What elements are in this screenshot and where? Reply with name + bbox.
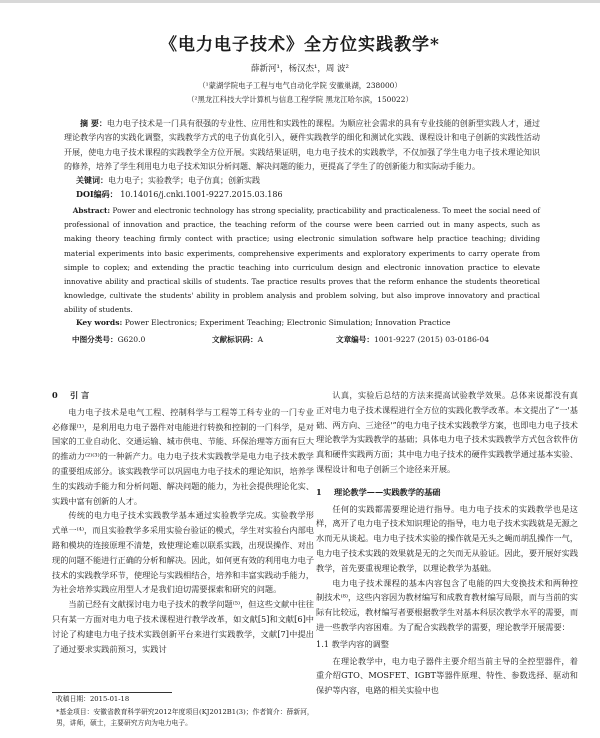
author-list: 薛新河¹，杨汉杰¹，周 波² [251,64,349,74]
abstract-en-text: Power and electronic technology has strong speciality, practicability and practicaleness. To meet the social need of professional of innovation and practice, the teaching reform of the course were been carried out in many aspects, such as making theory teaching firmly contect with practice; using electronic simulation software help practice teaching; dividing material experiments into basic experiments, comprehensive experiments and exploratory experiments to carry operate from simple to coplex; and extending the practic teaching into curriculum design and electronic innovation practice to elevate innovative ability and practical skills of students. Tae practice results proves that the reform enhance the students theoretical knowledge, cultivate the students' ability in problem analysis and problem solving, but also improve innovatory and practical ability of students. [64,206,540,315]
keywords-cn-text: 电力电子；实验教学；电子仿真；创新实践 [108,176,260,185]
affiliation-1: （¹蒙湖学院电子工程与电气自动化学院 安徽巢湖，238000） [198,81,402,90]
doi-label: DOI编码： [76,189,118,199]
keywords-cn-label: 关键词： [76,175,108,185]
affiliation-2: （²黑龙江科技大学计算机与信息工程学院 黑龙江哈尔滨，150022） [187,95,413,104]
abstract-en-label: Abstract: [72,206,111,215]
abstract-chinese [64,116,540,174]
footnote-rule [52,692,172,693]
body-paragraph: 传统的电力电子技术实践教学基本通过实验教学完成。实验教学形式单一⁽⁴⁾，而且实验教学多采用实验台验证的模式，学生对实验台内部电路和模块的连接原理不清楚，致使理论难以联系实践，出现误操作、对出现的问题不能进行正确的分析和解决。因此，如何更有效的利用电力电子技术的实践教学环节，使理论与实践相结合，培养和丰富实践动手能力，为社会培养实践应用型人才是我们迫切需要探索和研究的问题。 [52,510,315,595]
subsection-heading: 1.1 教学内容的调整 [316,638,389,649]
body-column-left [52,388,314,656]
page-top-rule [0,0,600,3]
body-paragraph: 当前已经有文献探讨电力电子技术的教学问题⁽⁵⁾，但这些文献中往往只有某一方面对电力电子技术课程进行教学改革，如文献[5]和文献[6]中讨论了构建电力电子技术实践创新平台来进行实践教学，文献[7]中提出了通过要求实践前预习，实践讨 [52,599,314,654]
paper-title: 《电力电子技术》全方位实践教学* [160,35,440,55]
abstract-english [64,204,540,318]
doi-value: 10.14016/j.cnki.1001-9227.2015.03.186 [120,190,283,199]
section-heading-theory: 1 理论教学——实践教学的基础 [316,486,441,497]
clc-number: 中图分类号：G620.0 [72,335,146,344]
section-heading-intro: 0 引 言 [52,390,90,400]
keywords-en-label: Key words: [76,318,123,327]
document-code: 文献标识码：A [212,335,264,344]
footnote-fund-project: *基金项目：安徽省教育科学研究2012年度项目(KJ2012B1(3)；作者简介：薛新河，男，讲师，硕士，主要研究方向为电力电子。 [56,708,314,727]
footnote-received-date: 收稿日期：2015-01-18 [56,695,130,703]
abstract-cn-text: 电力电子技术是一门具有很强的专业性、应用性和实践性的课程。为顺应社会需求的具有专业技能的创新型实践人才，通过理论教学内容的实践化调整，实践教学方式的电子仿真化引入，硬件实践教学的细化和测试化实践、课程设计和电子创新的实践性活动开展，使电力电子技术课程的实践教学全方位开展。实践结果证明，电力电子技术的实践教学，不仅加强了学生电力电子技术理论知识的修养，培养了学生利用电力电子技术知识分析问题、解决问题的能力，更提高了学生了的创新能力和实际动手能力。 [64,119,540,171]
abstract-cn-label: 摘 要： [80,118,107,128]
body-paragraph: 电力电子技术是电气工程、控制科学与工程等工科专业的一门专业必修课⁽¹⁾，是利用电力电子器件对电能进行转换和控制的一门科学，是对国家的工业自动化、交通运输、城市供电、节能、环保治理等方面有巨大的推动力⁽²⁾⁽³⁾的一种新产力。电力电子技术实践教学是电力电子技术教学的重要组成部分。该实践教学可以巩固电力电子技术的理论知识，培养学生的实践动手能力和分析问题、解决问题的能力，为社会提供理论化实、实践中富有创新的人才。 [52,406,315,506]
body-paragraph: 认真，实验后总结的方法来提高试验教学效果。总体来说都没有真正对电力电子技术课程进行全方位的实践化教学改革。本文提出了“一'基础、两方向、三途径'”的电力电子技术实践教学方案，也即电力电子技术理论教学为实践教学的基础；具体电力电子技术实践教学方式包含软件仿真和硬件实践两方面；其中电力电子技术的硬件实践教学通过基本实验、课程设计和电子创新三个途径来开展。 [316,390,579,474]
keywords-en-text: Power Electronics; Experiment Teaching; Electronic Simulation; Innovation Practice [124,318,451,327]
body-column-right [316,388,578,698]
keywords-chinese [76,175,260,186]
doi-line [76,189,283,200]
article-number: 文章编号：1001-9227 (2015) 03-0186-04 [336,335,490,344]
body-paragraph: 在理论教学中，电力电子器件主要介绍当前主导的全控型器件，着重介绍GTO、MOSFET、IGBT等器件原理、特性、参数选择、驱动和保护等内容，电路的相关实验中也 [316,655,578,696]
body-paragraph: 电力电子技术课程的基本内容包含了电能的四大变换技术和两种控制技术⁽⁸⁾，这些内容因为教材编写和成教育教材编写局限，而与当前的实际有比较远，教材编写者要根据教学生对基本科层次教学水平的需要，而进一些教学内容困难。为了配合实践教学的需要，理论教学开展需要： [316,577,579,632]
body-paragraph: 任何的实践都需要理论进行指导。电力电子技术的实践教学也是这样，离开了电力电子技术知识理论的指导，电力电子技术实践就是无源之水而无从谈起。电力电子技术实验的操作就是无头之蝇而胡乱操作一气，电力电子技术实践的效果就是无的之矢而无从验证。因此，要开展好实践教学，首先要重视理论教学，以理论教学为基础。 [316,503,579,573]
keywords-english [76,318,450,327]
